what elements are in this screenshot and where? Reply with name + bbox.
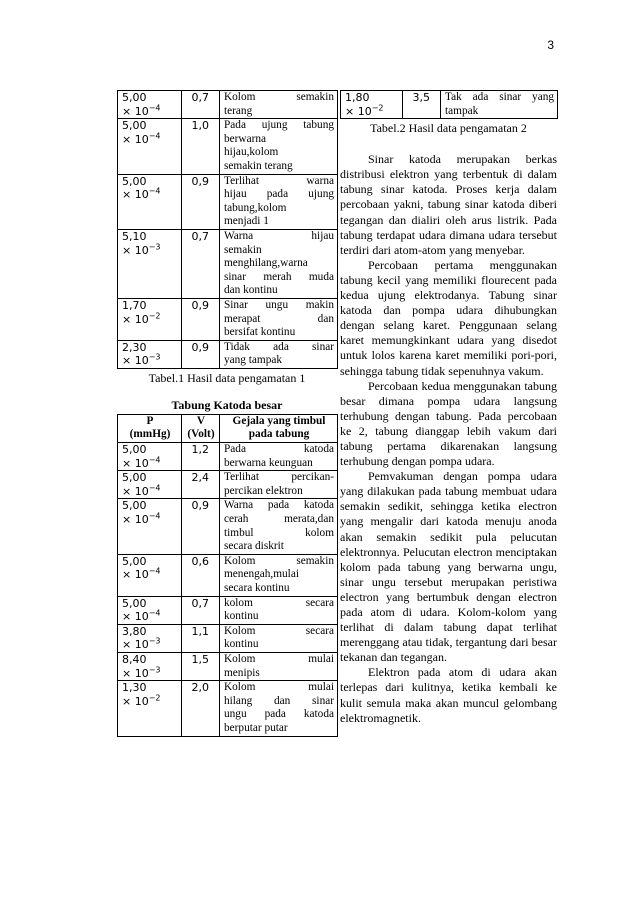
table-row [118, 119, 338, 174]
symptom-line: menjadi 1 [224, 215, 269, 228]
symptom-line: percikan elektron [224, 484, 303, 497]
body-text [340, 152, 557, 726]
symptom-line: hijau,kolom [224, 146, 279, 159]
table-2 [117, 414, 338, 737]
symptom-cell [220, 681, 338, 736]
symptom-line: tabung,kolom [224, 201, 287, 214]
pressure-cell: 5,00 × $10^{-4}$ [118, 554, 182, 596]
pressure-cell: 3,80 × $10^{-3}$ [118, 624, 182, 652]
pressure-cell: 5,00 × $10^{-4}$ [118, 443, 182, 471]
paragraph: Percobaan kedua menggunakan tabung besar dimana pompa udara langsung terhubung dengan tabung. Pada percobaan ke 2, tabung dianggap lebih vakum dari tabung pertama dikarenakan langsung terhubung dengan pompa udara. [340, 378, 557, 469]
symptom-line: hijau pada ujung [224, 188, 334, 201]
symptom-cell [220, 624, 338, 652]
voltage-cell: 3,5 [403, 91, 441, 119]
symptom-cell [220, 499, 338, 554]
symptom-cell [220, 596, 338, 624]
table-row [118, 499, 338, 554]
table-row [118, 554, 338, 596]
voltage-cell: 1,5 [182, 652, 220, 680]
symptom-line: kolom secara [224, 596, 334, 609]
header-v: V (Volt) [182, 414, 220, 442]
voltage-cell: 2,4 [182, 471, 220, 499]
symptom-line: Kolom mulai [224, 681, 334, 694]
left-column [117, 90, 337, 737]
symptom-line: Sinar ungu makin [224, 298, 334, 311]
pressure-cell: 5,00 × $10^{-4}$ [118, 596, 182, 624]
pressure-cell: 5,00 × $10^{-4}$ [118, 119, 182, 174]
paragraph: Percobaan pertama menggunakan tabung kecil yang memiliki flourecent pada kedua ujung elektrodanya. Tabung sinar katoda dan pompa udara dihubungkan dengan selang karet. Penggunaan selang karet memungkinkant udara yang disedot untuk lolos karena karet memiliki pori-pori, sehingga tabung tidak sepenuhnya vakum. [340, 257, 557, 378]
symptom-line: menghilang,warna [224, 257, 308, 270]
symptom-line: kontinu [224, 638, 259, 651]
table-row [118, 681, 338, 736]
symptom-line: dan kontinu [224, 284, 278, 297]
symptom-line: Warna hijau [224, 229, 334, 242]
symptom-line: semakin terang [224, 159, 293, 172]
voltage-cell: 0,7 [182, 596, 220, 624]
voltage-cell: 1,2 [182, 443, 220, 471]
symptom-line: berwarna [224, 132, 267, 145]
pressure-cell: 1,30 × $10^{-2}$ [118, 681, 182, 736]
symptom-cell [220, 443, 338, 471]
symptom-line: hilang dan sinar [224, 694, 334, 707]
voltage-cell: 1,1 [182, 624, 220, 652]
table-2-continued [340, 90, 558, 119]
pressure-cell: 8,40 × $10^{-3}$ [118, 652, 182, 680]
pressure-cell: 5,10 × $10^{-3}$ [118, 229, 182, 298]
voltage-cell: 0,9 [182, 340, 220, 368]
header-p: P (mmHg) [118, 414, 182, 442]
symptom-line: Tak ada sinar yang [445, 91, 554, 103]
symptom-line: timbul kolom [224, 526, 334, 539]
table-row [118, 174, 338, 229]
symptom-line: merapat dan [224, 312, 334, 325]
symptom-line: semakin [224, 243, 262, 256]
symptom-line: ungu pada katoda [224, 708, 334, 721]
table-row [118, 652, 338, 680]
pressure-cell: 1,80 × $10^{-2}$ [341, 91, 403, 119]
symptom-cell [220, 471, 338, 499]
symptom-line: sinar merah muda [224, 270, 334, 283]
table-2-caption: Tabel.2 Hasil data pengamatan 2 [370, 121, 527, 136]
symptom-line: Tidak ada sinar [224, 340, 334, 353]
voltage-cell: 0,9 [182, 298, 220, 340]
paragraph: Sinar katoda merupakan berkas distribusi elektron yang terbentuk di dalam tabung sinar katoda. Proses kerja dalam percobaan yakni, tabung sinar katoda diberi tegangan dan dialiri oleh arus listrik. Pada tabung terdapat udara dimana udara tersebut terdiri dari atom-atom yang menyebar. [340, 152, 557, 257]
pressure-cell: 1,70 × $10^{-2}$ [118, 298, 182, 340]
table-row [341, 91, 558, 119]
symptom-cell [220, 652, 338, 680]
symptom-line: Warna pada katoda [224, 499, 334, 512]
table-1-caption: Tabel.1 Hasil data pengamatan 1 [148, 370, 306, 385]
symptom-cell [441, 91, 558, 119]
table-row [118, 298, 338, 340]
symptom-line: Kolom semakin [224, 91, 334, 103]
paragraph: Pemvakuman dengan pompa udara yang dilakukan pada tabung membuat udara semakin sedikit, sehingga ketika electron yang mengalir dari katoda menuju anoda akan semakin sedikit pula pelucutan elektronnya. Pelucutan electron menciptakan kolom pada tabung yang berwarna ungu, sinar ungu tersebut merupakan peristiwa electron yang bertumbuk dengan electron pada atom di udara. Kolom-kolom yang terlihat di dalam tabung dapat terlihat merenggang atau tidak, tergantung dari besar tekanan dan tegangan. [340, 469, 557, 665]
symptom-cell [220, 229, 338, 298]
table-row [118, 229, 338, 298]
symptom-line: Terlihat warna [224, 174, 334, 187]
table-row [118, 596, 338, 624]
page-number: 3 [547, 38, 554, 52]
table-1 [117, 90, 338, 369]
symptom-line: secara kontinu [224, 582, 290, 594]
symptom-line: menipis [224, 666, 260, 679]
pressure-cell: 2,30 × $10^{-3}$ [118, 340, 182, 368]
symptom-cell [220, 119, 338, 174]
table-row [118, 443, 338, 471]
pressure-cell: 5,00 × $10^{-4}$ [118, 174, 182, 229]
symptom-line: Kolom mulai [224, 652, 334, 665]
symptom-line: Terlihat percikan- [224, 471, 334, 484]
symptom-line: berwarna keunguan [224, 456, 313, 469]
symptom-line: cerah merata,dan [224, 513, 334, 526]
symptom-line: bersifat kontinu [224, 326, 296, 339]
symptom-cell [220, 340, 338, 368]
voltage-cell: 2,0 [182, 681, 220, 736]
table-row [118, 91, 338, 119]
symptom-line: yang tampak [224, 354, 283, 367]
table-2-header-row [118, 414, 338, 442]
voltage-cell: 1,0 [182, 119, 220, 174]
table-row [118, 624, 338, 652]
table-2-title: Tabung Katoda besar [171, 397, 283, 412]
pressure-cell: 5,00 × $10^{-4}$ [118, 91, 182, 119]
table-row [118, 471, 338, 499]
voltage-cell: 0,7 [182, 91, 220, 119]
voltage-cell: 0,6 [182, 554, 220, 596]
voltage-cell: 0,7 [182, 229, 220, 298]
symptom-cell [220, 554, 338, 596]
symptom-cell [220, 91, 338, 119]
symptom-line: terang [224, 104, 253, 117]
header-gejala: Gejala yang timbul pada tabung [220, 414, 338, 442]
symptom-line: kontinu [224, 610, 259, 623]
symptom-line: Pada ujung tabung [224, 119, 334, 132]
pressure-cell: 5,00 × $10^{-4}$ [118, 499, 182, 554]
voltage-cell: 0,9 [182, 174, 220, 229]
symptom-line: menengah,mulai [224, 568, 299, 581]
symptom-cell [220, 298, 338, 340]
paragraph: Elektron pada atom di udara akan terlepas dari kulitnya, ketika kembali ke kulit semula maka akan muncul gelombang elektromagnetik. [340, 665, 557, 725]
symptom-line: Kolom semakin [224, 554, 334, 567]
pressure-cell: 5,00 × $10^{-4}$ [118, 471, 182, 499]
symptom-line: secara diskrit [224, 540, 284, 553]
symptom-line: tampak [445, 104, 479, 117]
voltage-cell: 0,9 [182, 499, 220, 554]
symptom-line: Kolom secara [224, 624, 334, 637]
table-row [118, 340, 338, 368]
symptom-line: berputar putar [224, 721, 288, 734]
symptom-cell [220, 174, 338, 229]
symptom-line: Pada katoda [224, 443, 334, 456]
right-column [340, 90, 557, 726]
